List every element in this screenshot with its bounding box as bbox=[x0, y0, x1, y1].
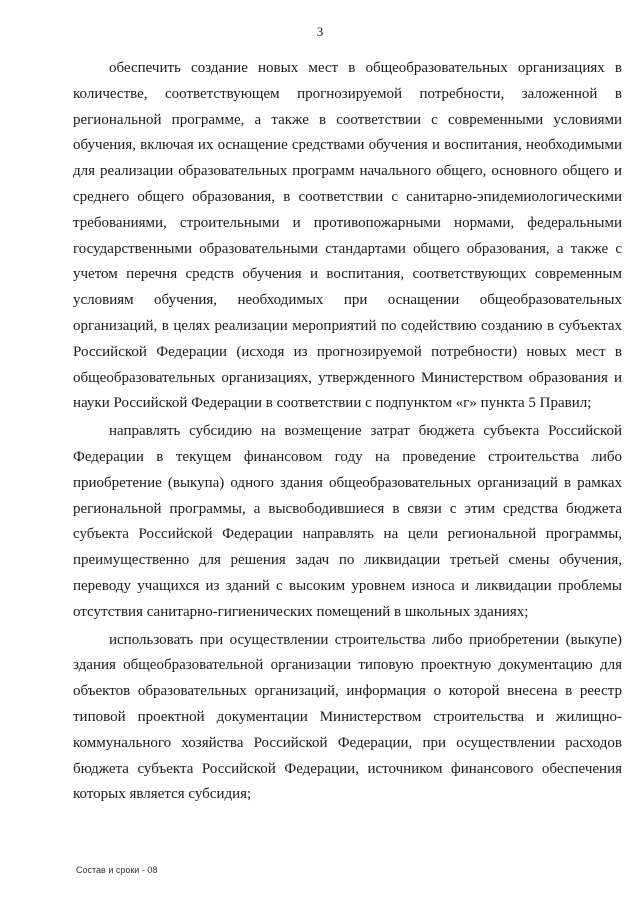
paragraph-typical-design-docs: использовать при осуществлении строительства либо приобретении (выкупе) здания общеобразовательной организации типовую проектную документацию для объектов образовательных организаций, информация о которой внесена в реестр типовой проектной документации Министерством строительства и жилищно-коммунального хозяйства Российской Федерации, при осуществлении расходов бюджета субъекта Российской Федерации, источником финансового обеспечения которых является субсидия; bbox=[73, 631, 622, 803]
footer-note: Состав и сроки - 08 bbox=[76, 865, 158, 875]
paragraph-new-school-places: обеспечить создание новых мест в общеобразовательных организациях в количестве, соответствующем прогнозируемой потребности, заложенной в региональной программе, а также в соответствии с современными условиями обучения, включая их оснащение средствами обучения и воспитания, необходимыми для реализации образовательных программ начального общего, основного общего и среднего общего образования, в соответствии с санитарно-эпидемиологическими требованиями, строительными и противопожарными нормами, федеральными государственными образовательными стандартами общего образования, а также с учетом перечня средств обучения и воспитания, соответствующих современным условиям обучения, необходимых при оснащении общеобразовательных организаций, в целях реализации мероприятий по содействию созданию в субъектах Российской Федерации (исходя из прогнозируемой потребности) новых мест в общеобразовательных организациях, утвержденного Министерством образования и науки Российской Федерации в соответствии с подпунктом «г» пункта 5 Правил; bbox=[73, 60, 622, 412]
page-number: 3 bbox=[316, 24, 324, 39]
paragraph-subsidy-direction: направлять субсидию на возмещение затрат бюджета субъекта Российской Федерации в текущем финансовом году на проведение строительства либо приобретение (выкупа) одного здания общеобразовательных организаций в рамках региональной программы, а высвободившиеся в связи с этим средства бюджета субъекта Российской Федерации направлять на цели региональной программы, преимущественно для решения задач по ликвидации третьей смены обучения, переводу учащихся из зданий с высоким уровнем износа и ликвидации проблемы отсутствия санитарно-гигиенических помещений в школьных зданиях; bbox=[73, 423, 622, 620]
document-body bbox=[73, 56, 622, 808]
